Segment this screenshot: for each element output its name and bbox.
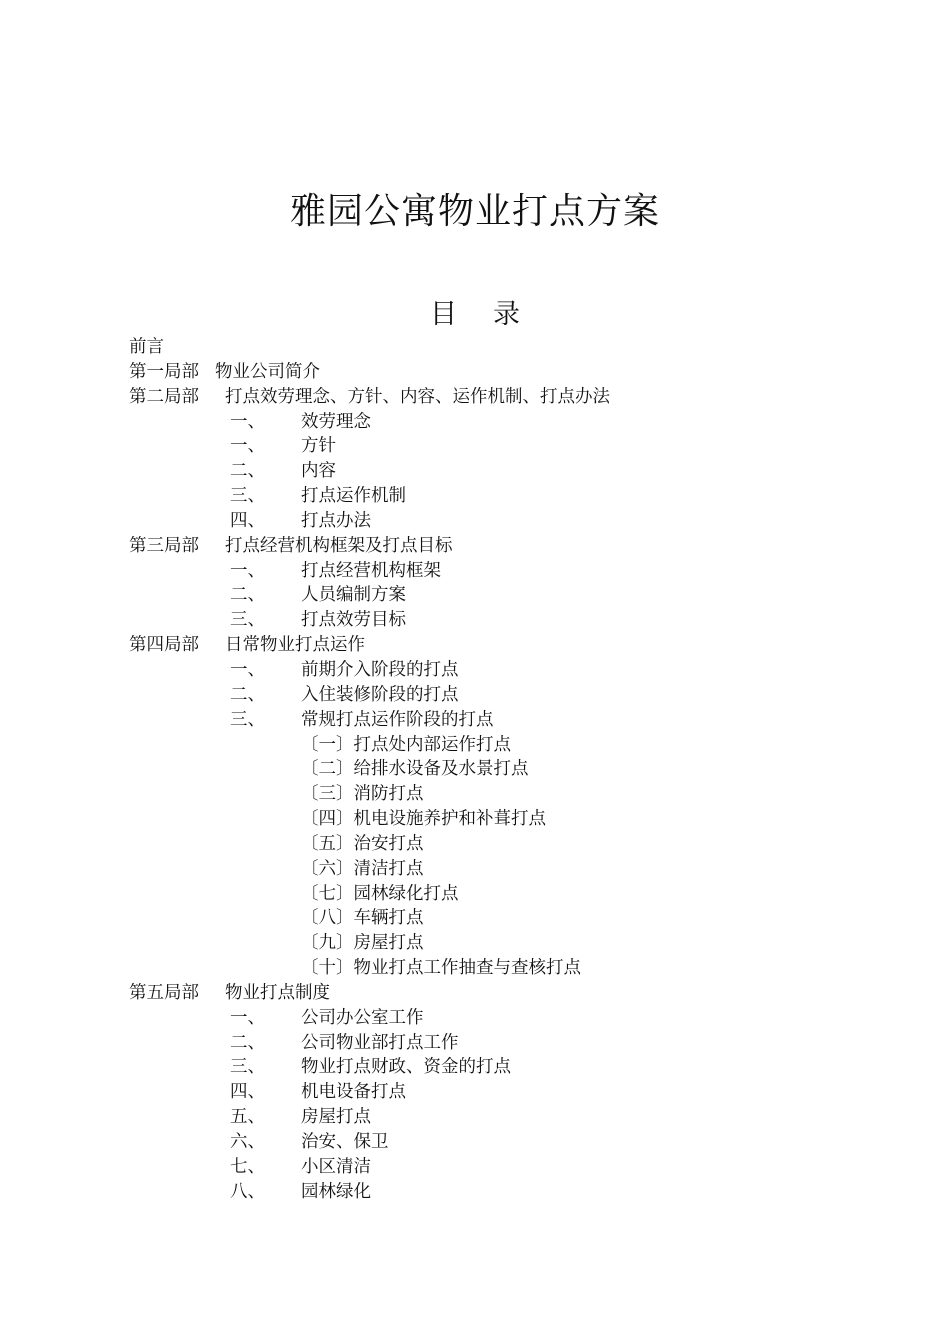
part-title: 打点经营机构框架及打点目标 [225, 535, 453, 556]
toc-item [129, 658, 889, 683]
toc-part-2 [129, 385, 889, 410]
item-number: 二、 [230, 461, 265, 482]
toc-item [129, 1080, 889, 1105]
toc-subitem [129, 757, 889, 782]
toc-item [129, 459, 889, 484]
toc-part-5 [129, 981, 889, 1006]
toc-item [129, 1130, 889, 1155]
toc-subitem [129, 782, 889, 807]
item-title: 前期介入阶段的打点 [301, 659, 459, 680]
item-number: 三、 [230, 1057, 265, 1078]
part-label: 第三局部 [129, 535, 199, 556]
item-title: 方针 [301, 436, 336, 457]
item-number: 四、 [230, 510, 265, 531]
toc-preface [129, 335, 889, 360]
toc-item [129, 1055, 889, 1080]
subitem-title: 〔四〕机电设施养护和补葺打点 [301, 809, 546, 830]
part-title: 物业公司简介 [215, 361, 320, 382]
toc-part-4 [129, 633, 889, 658]
item-number: 一、 [230, 1007, 265, 1028]
part-label: 第四局部 [129, 635, 199, 656]
toc-heading-right: 录 [493, 299, 520, 330]
toc-part-3 [129, 534, 889, 559]
item-number: 八、 [230, 1181, 265, 1202]
item-title: 人员编制方案 [301, 585, 406, 606]
part-label: 第五局部 [129, 982, 199, 1003]
item-number: 一、 [230, 659, 265, 680]
toc-item [129, 1006, 889, 1031]
item-title: 公司办公室工作 [301, 1007, 424, 1028]
item-title: 入住装修阶段的打点 [301, 684, 459, 705]
subitem-title: 〔七〕园林绿化打点 [301, 883, 459, 904]
item-number: 五、 [230, 1107, 265, 1128]
subitem-title: 〔十〕物业打点工作抽查与查核打点 [301, 958, 581, 979]
item-title: 园林绿化 [301, 1181, 371, 1202]
toc-item [129, 708, 889, 733]
toc-subitem [129, 733, 889, 758]
item-title: 打点效劳目标 [301, 610, 406, 631]
item-title: 打点办法 [301, 510, 371, 531]
part-label: 第二局部 [129, 386, 199, 407]
toc-item [129, 559, 889, 584]
item-number: 三、 [230, 709, 265, 730]
item-title: 治安、保卫 [301, 1132, 389, 1152]
toc-subitem [129, 807, 889, 832]
subitem-title: 〔一〕打点处内部运作打点 [301, 734, 511, 755]
item-number: 二、 [230, 684, 265, 705]
toc-heading-left: 目 [430, 299, 457, 330]
toc-item [129, 1105, 889, 1130]
subitem-title: 〔九〕房屋打点 [301, 933, 424, 954]
item-title: 效劳理念 [301, 411, 371, 432]
toc-part-1 [129, 360, 889, 385]
preface-label: 前言 [129, 337, 164, 357]
item-number: 一、 [230, 411, 265, 432]
toc-subitem [129, 956, 889, 981]
item-title: 打点经营机构框架 [301, 560, 441, 581]
part-title: 日常物业打点运作 [225, 635, 365, 656]
toc-subitem [129, 832, 889, 857]
toc-subitem [129, 931, 889, 956]
item-title: 公司物业部打点工作 [301, 1032, 459, 1053]
item-title: 机电设备打点 [301, 1082, 406, 1103]
item-number: 三、 [230, 486, 265, 507]
toc-item [129, 583, 889, 608]
item-number: 二、 [230, 1032, 265, 1053]
subitem-title: 〔三〕消防打点 [301, 784, 424, 805]
item-number: 四、 [230, 1082, 265, 1103]
part-title: 打点效劳理念、方针、内容、运作机制、打点办法 [225, 386, 610, 407]
subitem-title: 〔二〕给排水设备及水景打点 [301, 759, 529, 780]
document-title: 雅园公寓物业打点方案 [289, 191, 660, 232]
item-number: 一、 [230, 436, 265, 457]
toc-item [129, 484, 889, 509]
subitem-title: 〔五〕治安打点 [301, 833, 424, 854]
subitem-title: 〔六〕清洁打点 [301, 858, 424, 879]
toc-subitem [129, 906, 889, 931]
toc-subitem [129, 882, 889, 907]
item-number: 七、 [230, 1156, 265, 1177]
toc-item [129, 509, 889, 534]
item-title: 常规打点运作阶段的打点 [301, 709, 494, 730]
item-title: 打点运作机制 [301, 486, 406, 507]
item-number: 一、 [230, 560, 265, 581]
toc-heading [0, 292, 950, 331]
toc-subitem [129, 857, 889, 882]
item-title: 内容 [301, 461, 336, 482]
toc-item [129, 1180, 889, 1205]
table-of-contents [129, 335, 889, 1205]
item-number: 二、 [230, 585, 265, 606]
part-title: 物业打点制度 [225, 982, 330, 1003]
subitem-title: 〔八〕车辆打点 [301, 908, 424, 929]
toc-item [129, 434, 889, 459]
item-title: 房屋打点 [301, 1107, 371, 1128]
toc-item [129, 410, 889, 435]
toc-item [129, 1155, 889, 1180]
item-title: 物业打点财政、资金的打点 [301, 1057, 511, 1078]
toc-item [129, 1031, 889, 1056]
part-label: 第一局部 [129, 361, 199, 382]
item-title: 小区清洁 [301, 1156, 371, 1177]
toc-item [129, 683, 889, 708]
item-number: 六、 [230, 1132, 265, 1152]
item-number: 三、 [230, 610, 265, 631]
toc-item [129, 608, 889, 633]
